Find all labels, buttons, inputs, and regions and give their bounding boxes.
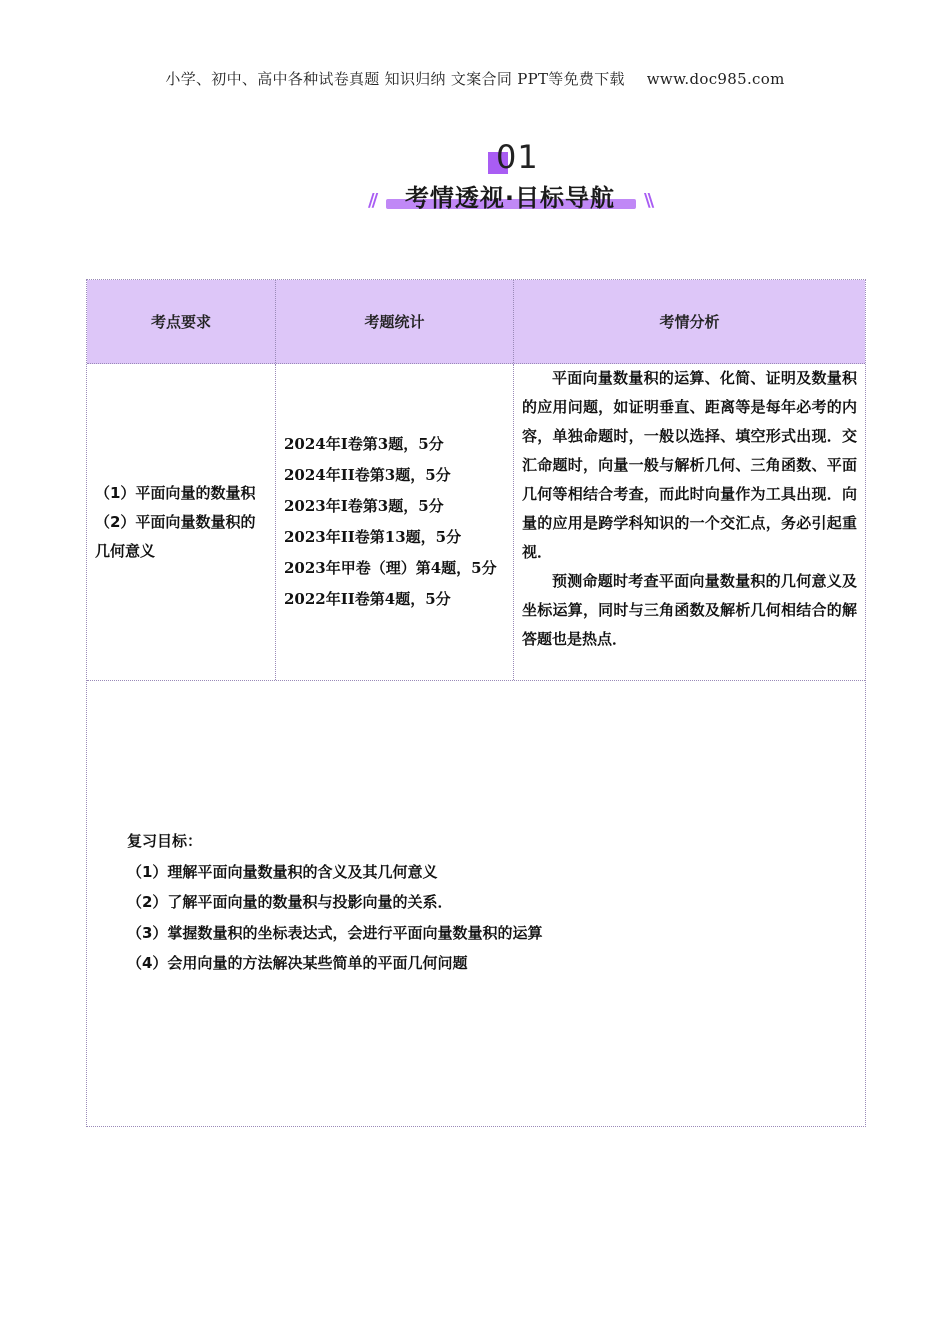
stat-item: 2024年I卷第3题，5分 (284, 435, 444, 453)
statistics-cell (276, 364, 514, 680)
slash-right-decoration: \\ (644, 190, 652, 211)
stat-item: 2023年甲卷（理）第4题，5分 (284, 559, 497, 577)
section-banner (360, 138, 660, 218)
stat-item: 2024年II卷第3题，5分 (284, 466, 451, 484)
analysis-paragraph: 预测命题时考查平面向量数量积的几何意义及坐标运算，同时与三角函数及解析几何相结合的解答题也是热点． (522, 572, 857, 648)
header-statistics: 考题统计 (276, 280, 514, 363)
page-header (0, 68, 950, 89)
section-title: 考情透视·目标导航 (404, 184, 616, 212)
stat-item: 2023年II卷第13题，5分 (284, 528, 462, 546)
review-goals (127, 826, 542, 979)
requirement-item: （2）平面向量数量积的几何意义 (95, 512, 256, 560)
goal-item: （4）会用向量的方法解决某些简单的平面几何问题 (127, 954, 468, 972)
slash-left-decoration: // (368, 190, 376, 211)
goal-item: （3）掌握数量积的坐标表达式，会进行平面向量数量积的运算 (127, 923, 543, 942)
goal-item: （1）理解平面向量数量积的含义及其几何意义 (127, 862, 438, 881)
goals-title: 复习目标： (127, 832, 203, 850)
stat-item: 2023年I卷第3题，5分 (284, 497, 444, 515)
section-number: 01 (496, 138, 539, 176)
goal-item: （2）了解平面向量的数量积与投影向量的关系． (127, 893, 453, 911)
exam-analysis-table (86, 279, 866, 1127)
table-header-row (87, 280, 865, 364)
header-analysis: 考情分析 (659, 313, 720, 331)
header-text: 小学、初中、高中各种试卷真题 知识归纳 文案合同 PPT等免费下载 (165, 70, 625, 88)
table-body-row (87, 364, 865, 681)
analysis-paragraph: 平面向量数量积的运算、化简、证明及数量积的应用问题，如证明垂直、距离等是每年必考的内容，单独命题时，一般以选择、填空形式出现．交汇命题时，向量一般与解析几何、三角函数、平面几何等相结合考查，而此时向量作为工具出现．向量的应用是跨学科知识的一个交汇点，务必引起重视． (522, 369, 857, 561)
review-goals-area (87, 681, 865, 1126)
header-requirements: 考点要求 (87, 280, 276, 363)
stat-item: 2022年II卷第4题，5分 (284, 590, 451, 608)
header-site-link[interactable]: www.doc985.com (646, 70, 785, 88)
analysis-cell (514, 364, 865, 680)
requirements-cell (87, 364, 276, 680)
requirement-item: （1）平面向量的数量积 (95, 483, 256, 502)
